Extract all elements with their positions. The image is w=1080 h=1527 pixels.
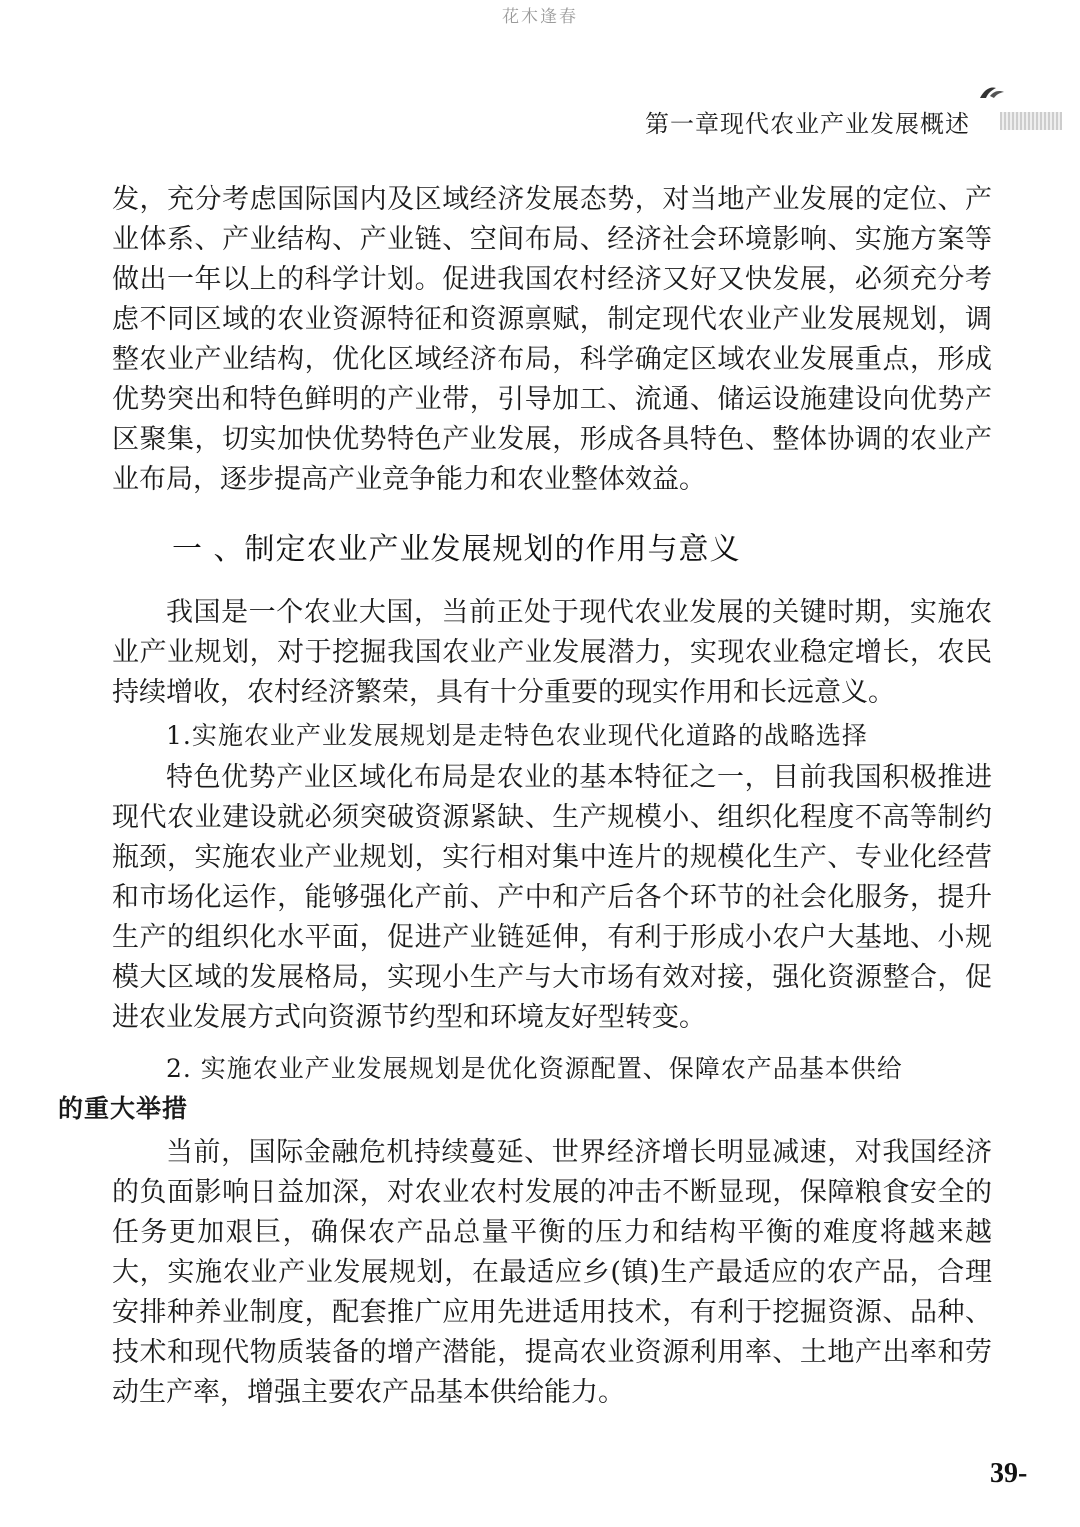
paragraph-point-2: 当前，国际金融危机持续蔓延、世界经济增长明显减速，对我国经济的负面影响日益加深，对农业农村发展的冲击不断显现，保障粮食安全的任务更加艰巨，确保农产品总量平衡的压力和结构平衡的难度将越来越大，实施农业产业发展规划，在最适应乡(镇)生产最适应的农产品，合理安排种养业制度，配套推广应用先进适用技术，有利于挖掘资源、品种、技术和现代物质装备的增产潜能，提高农业资源利用率、土地产出率和劳动生产率，增强主要农产品基本供给能力。: [112, 1137, 992, 1408]
watermark-text: 花木逢春: [502, 7, 578, 27]
running-header: 第一章现代农业产业发展概述: [645, 110, 970, 138]
subheading-2-tail: 的重大举措: [58, 1094, 189, 1123]
section-heading: 一 、制定农业产业发展规划的作用与意义: [172, 532, 741, 567]
header-scan-artifact: [1000, 112, 1062, 130]
paragraph-point-1: 特色优势产业区域化布局是农业的基本特征之一，目前我国积极推进现代农业建设就必须突破资源紧缺、生产规模小、组织化程度不高等制约瓶颈，实施农业产业规划，实行相对集中连片的规模化生产、专业化经营和市场化运作，能够强化产前、产中和产后各个环节的社会化服务，提升生产的组织化水平面，促进产业链延伸，有利于形成小农户大基地、小规模大区域的发展格局，实现小生产与大市场有效对接，强化资源整合，促进农业发展方式向资源节约型和环境友好型转变。: [112, 762, 992, 1033]
paragraph-continuation: 发，充分考虑国际国内及区域经济发展态势，对当地产业发展的定位、产业体系、产业结构、产业链、空间布局、经济社会环境影响、实施方案等做出一年以上的科学计划。促进我国农村经济又好又快发展，必须充分考虑不同区域的农业资源特征和资源禀赋，制定现代农业产业发展规划，调整农业产业结构，优化区域经济布局，科学确定区域农业发展重点，形成优势突出和特色鲜明的产业带，引导加工、流通、储运设施建设向优势产区聚集，切实加快优势特色产业发展，形成各具特色、整体协调的农业产业布局，逐步提高产业竞争能力和农业整体效益。: [112, 184, 992, 495]
subheading-1: 1.实施农业产业发展规划是走特色农业现代化道路的战略选择: [166, 721, 868, 750]
page-number: 39-: [990, 1458, 1028, 1489]
subheading-2: [58, 1049, 992, 1129]
header-ornament-icon: [978, 82, 1006, 102]
subheading-2-main: 2. 实施农业产业发展规划是优化资源配置、保障农产品基本供给: [166, 1054, 903, 1083]
paragraph-intro: 我国是一个农业大国，当前正处于现代农业发展的关键时期，实施农业产业规划，对于挖掘我国农业产业发展潜力，实现农业稳定增长，农民持续增收，农村经济繁荣，具有十分重要的现实作用和长远意义。: [112, 597, 992, 708]
